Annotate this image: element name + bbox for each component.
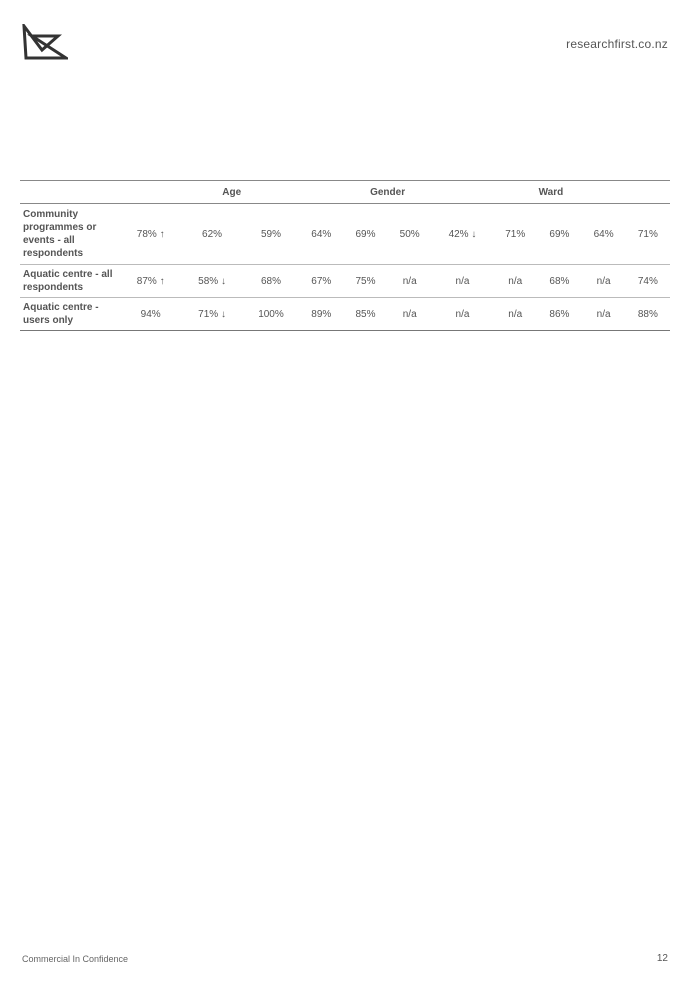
table-cell: 71% [626,204,670,265]
table-cell: n/a [493,265,537,298]
table-cell: 69% [343,204,387,265]
table-cell: 62% [181,204,242,265]
table-cell: 89% [299,298,343,331]
row-label: Aquatic centre - users only [20,298,120,331]
table-cell: 86% [537,298,581,331]
table-cell: 42% ↓ [432,204,493,265]
table-cell: 85% [343,298,387,331]
header-age: Age [120,181,343,204]
table-cell: n/a [493,298,537,331]
table-cell: 50% [388,204,432,265]
page-number: 12 [656,953,668,964]
row-label: Community programmes or events - all respondents [20,204,120,265]
table-cell: 58% ↓ [181,265,242,298]
table-cell: 68% [243,265,299,298]
table-cell: n/a [388,298,432,331]
table-cell: n/a [582,265,626,298]
table-cell: 68% [537,265,581,298]
table-row [20,204,670,265]
table-row [20,298,670,331]
header-gender: Gender [343,181,431,204]
table-cell: 59% [243,204,299,265]
table-cell: 64% [299,204,343,265]
table-cell: n/a [582,298,626,331]
table-cell: n/a [432,265,493,298]
table-header-row [20,181,670,204]
table-cell: 67% [299,265,343,298]
table-cell: 100% [243,298,299,331]
site-url: researchfirst.co.nz [566,37,668,51]
table-cell: 64% [582,204,626,265]
table-cell: 75% [343,265,387,298]
header-empty [20,181,120,204]
table-cell: 94% [120,298,181,331]
star-logo-icon [22,24,68,64]
table-cell: 88% [626,298,670,331]
table-cell: n/a [432,298,493,331]
table-cell: 71% ↓ [181,298,242,331]
table-cell: 78% ↑ [120,204,181,265]
results-table [20,180,670,331]
table-cell: 69% [537,204,581,265]
table-cell: 74% [626,265,670,298]
table-cell: 87% ↑ [120,265,181,298]
confidentiality-note: Commercial In Confidence [22,954,129,964]
table-row [20,265,670,298]
table-cell: 71% [493,204,537,265]
header-ward: Ward [432,181,670,204]
table-cell: n/a [388,265,432,298]
row-label: Aquatic centre - all respondents [20,265,120,298]
